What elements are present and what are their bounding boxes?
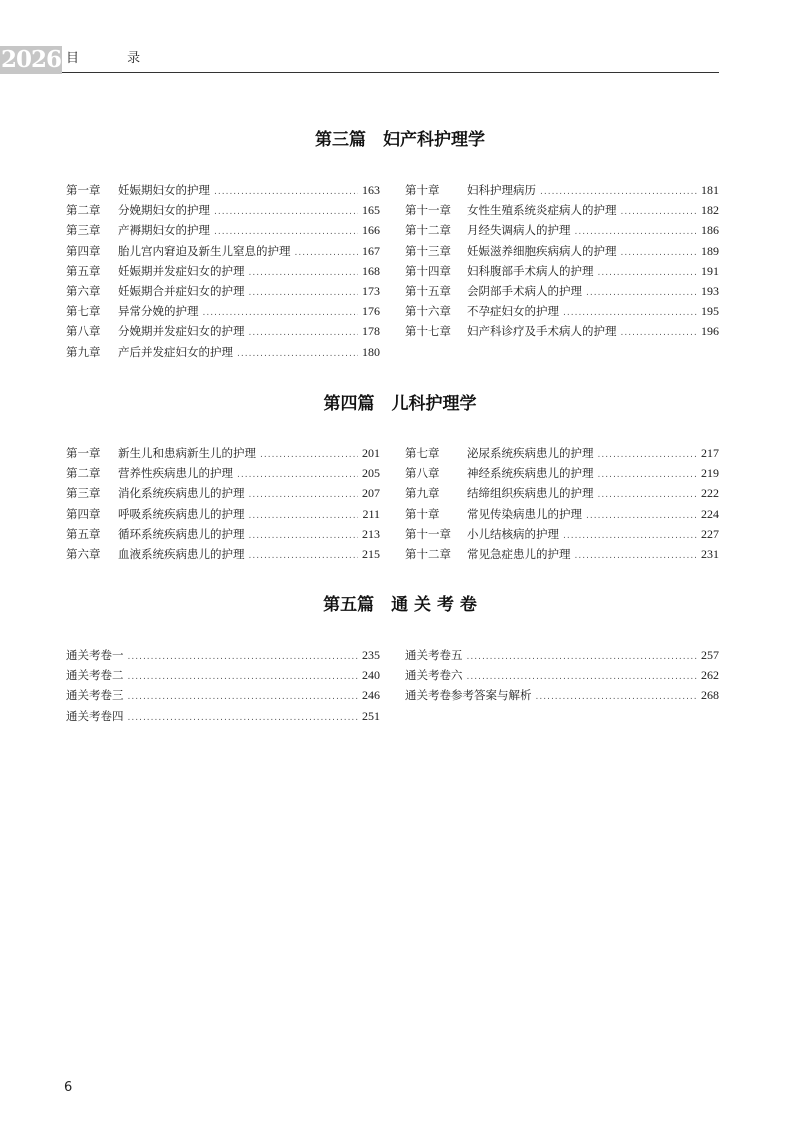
dot-leader <box>249 323 359 343</box>
page-header <box>0 0 800 80</box>
dot-leader <box>214 222 358 242</box>
page-number: 215 <box>362 546 380 561</box>
dot-leader <box>214 202 358 222</box>
page-number: 246 <box>362 688 380 703</box>
toc-entry[interactable] <box>405 665 719 685</box>
page-number: 257 <box>701 648 719 662</box>
toc-entry[interactable] <box>66 483 380 503</box>
toc-column-left <box>66 443 380 564</box>
chapter-title: 通关考卷一 <box>66 648 124 662</box>
page-number: 167 <box>362 243 380 258</box>
chapter-number: 第八章 <box>405 466 440 481</box>
toc-entry[interactable] <box>66 645 380 665</box>
toc-column-left <box>66 645 380 726</box>
page-number: 173 <box>362 283 380 298</box>
page-number: 181 <box>701 183 719 197</box>
chapter-title: 不孕症妇女的护理 <box>467 304 559 319</box>
header-rule <box>62 72 719 73</box>
toc-entry[interactable] <box>66 261 380 281</box>
toc-entry[interactable] <box>405 220 719 240</box>
dot-leader <box>621 323 698 343</box>
chapter-title: 异常分娩的护理 <box>118 304 199 319</box>
page-number: 178 <box>362 324 380 339</box>
chapter-number: 第十五章 <box>405 283 451 298</box>
dot-leader <box>467 647 698 667</box>
toc-entry[interactable] <box>405 241 719 261</box>
toc-entry[interactable] <box>405 321 719 341</box>
chapter-title: 消化系统疾病患儿的护理 <box>118 486 245 501</box>
chapter-title: 胎儿宫内窘迫及新生儿窒息的护理 <box>118 243 291 258</box>
toc-entry[interactable] <box>405 685 719 705</box>
dot-leader <box>586 506 697 526</box>
page-number: 227 <box>701 526 719 541</box>
chapter-number: 第十四章 <box>405 263 451 278</box>
dot-leader <box>260 445 358 465</box>
chapter-title: 妊娠期并发症妇女的护理 <box>118 263 245 278</box>
dot-leader <box>203 303 359 323</box>
dot-leader <box>540 182 697 202</box>
year-badge: 2026 <box>0 46 61 73</box>
page-number: 176 <box>362 304 380 319</box>
chapter-title: 通关考卷五 <box>405 648 463 662</box>
chapter-title: 分娩期妇女的护理 <box>118 203 210 218</box>
toc-entry[interactable] <box>66 241 380 261</box>
page-number: 195 <box>701 304 719 319</box>
dot-leader <box>249 546 359 566</box>
toc-column-left <box>66 180 380 362</box>
page-number: 191 <box>701 263 719 278</box>
dot-leader <box>249 526 359 546</box>
dot-leader <box>214 182 358 202</box>
chapter-title: 常见传染病患儿的护理 <box>467 506 582 521</box>
chapter-title: 通关考卷六 <box>405 668 463 683</box>
chapter-number: 第十二章 <box>405 546 451 561</box>
dot-leader <box>249 485 359 505</box>
page-number: 217 <box>701 446 719 460</box>
chapter-number: 第十三章 <box>405 243 451 258</box>
chapter-title: 产后并发症妇女的护理 <box>118 344 233 359</box>
page-number: 165 <box>362 203 380 218</box>
chapter-title: 小儿结核病的护理 <box>467 526 559 541</box>
footer-page-number: 6 <box>64 1080 73 1095</box>
page-number: 193 <box>701 283 719 298</box>
toc-entry[interactable] <box>66 544 380 564</box>
dot-leader <box>575 222 698 242</box>
dot-leader <box>467 667 698 687</box>
toc-column-right <box>405 443 719 564</box>
toc-entry[interactable] <box>405 645 719 665</box>
chapter-number: 第十七章 <box>405 324 451 339</box>
chapter-title: 妇科护理病历 <box>467 183 536 197</box>
page-number: 196 <box>701 324 719 339</box>
toc-entry[interactable] <box>66 463 380 483</box>
page-number: 251 <box>362 708 380 723</box>
section-part-5 <box>0 593 800 617</box>
chapter-title: 呼吸系统疾病患儿的护理 <box>118 506 245 521</box>
dot-leader <box>586 283 697 303</box>
section-title: 第三篇 妇产科护理学 <box>315 130 485 150</box>
dot-leader <box>598 485 698 505</box>
page-number: 262 <box>701 668 719 683</box>
dot-leader <box>249 263 359 283</box>
chapter-title: 妇产科诊疗及手术病人的护理 <box>467 324 617 339</box>
dot-leader <box>249 283 359 303</box>
dot-leader <box>128 708 359 728</box>
chapter-number: 第五章 <box>66 526 101 541</box>
toc-entry[interactable] <box>66 524 380 544</box>
chapter-number: 第七章 <box>405 446 440 460</box>
chapter-number: 第十二章 <box>405 223 451 238</box>
dot-leader <box>295 243 359 263</box>
chapter-number: 第一章 <box>66 183 101 197</box>
section-title: 第四篇 儿科护理学 <box>323 394 477 414</box>
chapter-number: 第六章 <box>66 546 101 561</box>
page-number: 207 <box>362 486 380 501</box>
toc-entry[interactable] <box>405 281 719 301</box>
chapter-title: 神经系统疾病患儿的护理 <box>467 466 594 481</box>
toc-entry[interactable] <box>405 544 719 564</box>
toc-entry[interactable] <box>66 685 380 705</box>
chapter-number: 第六章 <box>66 283 101 298</box>
page-number: 219 <box>701 466 719 481</box>
chapter-title: 妇科腹部手术病人的护理 <box>467 263 594 278</box>
dot-leader <box>598 445 698 465</box>
chapter-number: 第五章 <box>66 263 101 278</box>
toc-entry[interactable] <box>405 200 719 220</box>
chapter-number: 第九章 <box>66 344 101 359</box>
toc-entry[interactable] <box>66 706 380 726</box>
chapter-number: 第十六章 <box>405 304 451 319</box>
chapter-title: 通关考卷四 <box>66 708 124 723</box>
chapter-title: 女性生殖系统炎症病人的护理 <box>467 203 617 218</box>
chapter-number: 第三章 <box>66 486 101 501</box>
toc-entry[interactable] <box>66 200 380 220</box>
toc-entry[interactable] <box>405 261 719 281</box>
chapter-title: 妊娠期合并症妇女的护理 <box>118 283 245 298</box>
toc-column-right <box>405 645 719 706</box>
toc-entry[interactable] <box>405 524 719 544</box>
chapter-title: 血液系统疾病患儿的护理 <box>118 546 245 561</box>
page-number: 205 <box>362 466 380 481</box>
chapter-title: 通关考卷参考答案与解析 <box>405 688 532 703</box>
page-number: 180 <box>362 344 380 359</box>
section-part-3 <box>0 128 800 152</box>
page-number: 186 <box>701 223 719 238</box>
toc-column-right <box>405 180 719 342</box>
chapter-title: 妊娠期妇女的护理 <box>118 183 210 197</box>
page-number: 189 <box>701 243 719 258</box>
chapter-number: 第三章 <box>66 223 101 238</box>
chapter-title: 通关考卷二 <box>66 668 124 683</box>
chapter-title: 妊娠滋养细胞疾病病人的护理 <box>467 243 617 258</box>
toc-entry[interactable] <box>66 443 380 463</box>
toc-entry[interactable] <box>405 463 719 483</box>
chapter-title: 新生儿和患病新生儿的护理 <box>118 446 256 460</box>
chapter-number: 第八章 <box>66 324 101 339</box>
dot-leader <box>598 465 698 485</box>
dot-leader <box>237 344 358 364</box>
chapter-number: 第十一章 <box>405 526 451 541</box>
dot-leader <box>621 243 698 263</box>
chapter-title: 分娩期并发症妇女的护理 <box>118 324 245 339</box>
section-part-4 <box>0 392 800 416</box>
toc-entry[interactable] <box>66 180 380 200</box>
toc-entry[interactable] <box>66 220 380 240</box>
toc-entry[interactable] <box>66 504 380 524</box>
dot-leader <box>621 202 698 222</box>
chapter-title: 循环系统疾病患儿的护理 <box>118 526 245 541</box>
page-number: 166 <box>362 223 380 238</box>
page-number: 201 <box>362 446 380 460</box>
chapter-title: 常见急症患儿的护理 <box>467 546 571 561</box>
toc-entry[interactable] <box>66 281 380 301</box>
toc-entry[interactable] <box>66 321 380 341</box>
chapter-number: 第二章 <box>66 203 101 218</box>
dot-leader <box>536 687 698 707</box>
dot-leader <box>128 667 359 687</box>
dot-leader <box>575 546 698 566</box>
page-number: 163 <box>362 183 380 197</box>
chapter-number: 第四章 <box>66 506 101 521</box>
page-number: 211 <box>362 506 380 521</box>
toc-entry[interactable] <box>405 483 719 503</box>
chapter-title: 泌尿系统疾病患儿的护理 <box>467 446 594 460</box>
chapter-number: 第九章 <box>405 486 440 501</box>
chapter-number: 第七章 <box>66 304 101 319</box>
chapter-title: 通关考卷三 <box>66 688 124 703</box>
dot-leader <box>237 465 358 485</box>
toc-entry[interactable] <box>405 180 719 200</box>
toc-entry[interactable] <box>405 443 719 463</box>
page-number: 240 <box>362 668 380 683</box>
page-number: 224 <box>701 506 719 521</box>
chapter-title: 结缔组织疾病患儿的护理 <box>467 486 594 501</box>
toc-entry[interactable] <box>405 301 719 321</box>
page-number: 222 <box>701 486 719 501</box>
dot-leader <box>128 687 359 707</box>
chapter-title: 营养性疾病患儿的护理 <box>118 466 233 481</box>
page-number: 235 <box>362 648 380 662</box>
page-number: 268 <box>701 688 719 703</box>
page-number: 168 <box>362 263 380 278</box>
page-number: 213 <box>362 526 380 541</box>
toc-entry[interactable] <box>66 301 380 321</box>
dot-leader <box>563 303 697 323</box>
chapter-number: 第二章 <box>66 466 101 481</box>
chapter-number: 第四章 <box>66 243 101 258</box>
chapter-number: 第一章 <box>66 446 101 460</box>
page-number: 231 <box>701 546 719 561</box>
dot-leader <box>598 263 698 283</box>
toc-entry[interactable] <box>66 665 380 685</box>
chapter-title: 产褥期妇女的护理 <box>118 223 210 238</box>
chapter-title: 月经失调病人的护理 <box>467 223 571 238</box>
header-title: 目 录 <box>66 51 163 66</box>
chapter-number: 第十章 <box>405 183 440 197</box>
dot-leader <box>563 526 697 546</box>
section-title: 第五篇 通 关 考 卷 <box>323 595 477 615</box>
dot-leader <box>128 647 359 667</box>
dot-leader <box>249 506 359 526</box>
page-number: 182 <box>701 203 719 218</box>
toc-entry[interactable] <box>405 504 719 524</box>
toc-entry[interactable] <box>66 342 380 362</box>
chapter-title: 会阴部手术病人的护理 <box>467 283 582 298</box>
chapter-number: 第十一章 <box>405 203 451 218</box>
chapter-number: 第十章 <box>405 506 440 521</box>
